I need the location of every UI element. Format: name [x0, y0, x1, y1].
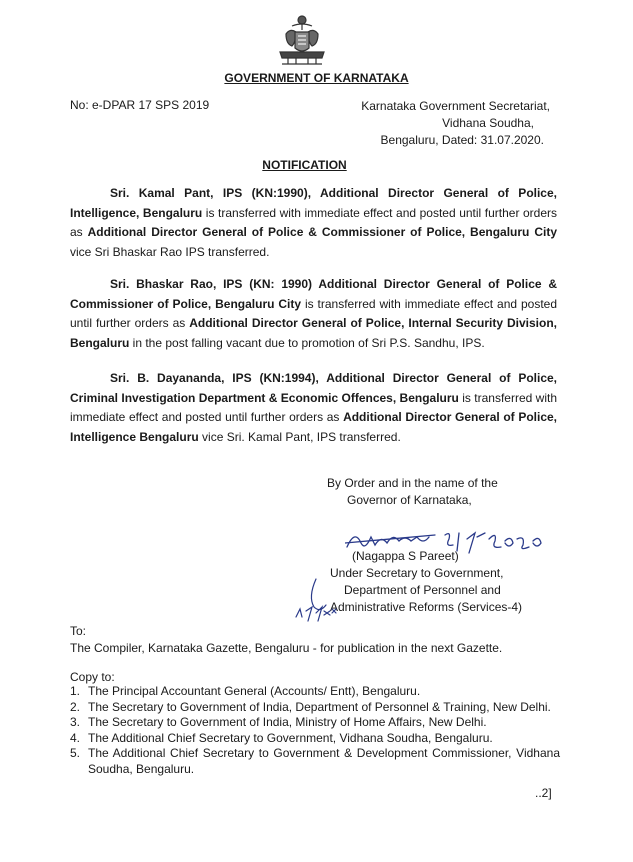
to-section: [70, 623, 502, 657]
handwritten-initials: [286, 577, 346, 625]
list-item: [70, 746, 560, 777]
copy-to-list: [70, 684, 560, 777]
officer-bold-1: Sri. Kamal Pant, IPS (KN:1990), Additional Director General of Police, Intelligence, Bengaluru: [70, 186, 557, 220]
paragraph-3: [70, 369, 557, 447]
to-label: To:: [70, 624, 87, 638]
designation-line: Under Secretary to Government,: [330, 566, 504, 580]
notification-title: NOTIFICATION: [262, 158, 347, 172]
paragraph-text: is transferred with immediate effect and posted until further orders as: [70, 390, 557, 424]
posting-bold: Additional Director General of Police, Intelligence Bengaluru: [70, 410, 557, 444]
list-item: [70, 684, 560, 700]
list-item: [70, 700, 560, 716]
paragraph-text: is transferred with immediate effect and posted until further orders as: [70, 296, 557, 330]
list-number: 2.: [70, 699, 81, 714]
officer-bold-2: Sri. Bhaskar Rao, IPS (KN: 1990) Additional Director General of Police & Commissioner of Police, Bengaluru City: [70, 277, 557, 311]
signatory-name: (Nagappa S Pareet): [352, 549, 459, 563]
reference-number: No: e-DPAR 17 SPS 2019: [70, 98, 210, 112]
list-number: 3.: [70, 715, 81, 729]
order-statement: [327, 475, 527, 509]
paragraph-text: vice Sri. Kamal Pant, IPS transferred.: [198, 429, 401, 444]
copy-to-label: Copy to:: [70, 670, 115, 684]
list-text: The Additional Chief Secretary to Government, Vidhana Soudha, Bengaluru.: [88, 730, 493, 745]
list-text: The Secretary to Government of India, Department of Personnel & Training, New Delhi.: [88, 699, 551, 714]
designation-line: Department of Personnel and: [344, 583, 501, 597]
karnataka-emblem: [272, 12, 332, 68]
paragraph-text: in the post falling vacant due to promotion of Sri P.S. Sandhu, IPS.: [129, 335, 485, 350]
address-line: Vidhana Soudha,: [442, 116, 534, 130]
address-line: Bengaluru, Dated: 31.07.2020.: [380, 133, 544, 147]
posting-bold: Additional Director General of Police, Internal Security Division, Bengaluru: [70, 316, 557, 350]
secretariat-address: [350, 98, 550, 149]
list-number: 1.: [70, 684, 81, 698]
list-number: 4.: [70, 730, 81, 745]
paragraph-1: [70, 184, 557, 262]
posting-bold: Additional Director General of Police & Commissioner of Police, Bengaluru City: [87, 225, 557, 239]
paragraph-text: vice Sri Bhaskar Rao IPS transferred.: [70, 244, 270, 259]
list-number: 5.: [70, 746, 81, 760]
officer-bold-3: Sri. B. Dayananda, IPS (KN:1994), Additional Director General of Police, Criminal Investigation Department & Economic Offences, Bengaluru: [70, 371, 557, 405]
signatory-designation: [330, 548, 550, 616]
page-continuation: ..2]: [535, 786, 552, 800]
to-recipient: The Compiler, Karnataka Gazette, Bengaluru - for publication in the next Gazette.: [70, 641, 503, 655]
list-text: The Secretary to Government of India, Ministry of Home Affairs, New Delhi.: [88, 715, 487, 729]
designation-line: Administrative Reforms (Services-4): [330, 600, 523, 614]
list-text: The Additional Chief Secretary to Government & Development Commissioner, Vidhana Soudha, Bengaluru.: [88, 746, 560, 776]
paragraph-text: is transferred with immediate effect and posted until further orders as: [70, 205, 557, 239]
government-title: GOVERNMENT OF KARNATAKA: [224, 71, 409, 85]
list-item: [70, 715, 560, 731]
list-text: The Principal Accountant General (Accounts/ Entt), Bengaluru.: [88, 684, 421, 698]
paragraph-2: [70, 275, 557, 353]
order-line: Governor of Karnataka,: [347, 493, 472, 507]
list-item: [70, 731, 560, 747]
order-line: By Order and in the name of the: [327, 476, 498, 490]
address-line: Karnataka Government Secretariat,: [361, 99, 550, 113]
